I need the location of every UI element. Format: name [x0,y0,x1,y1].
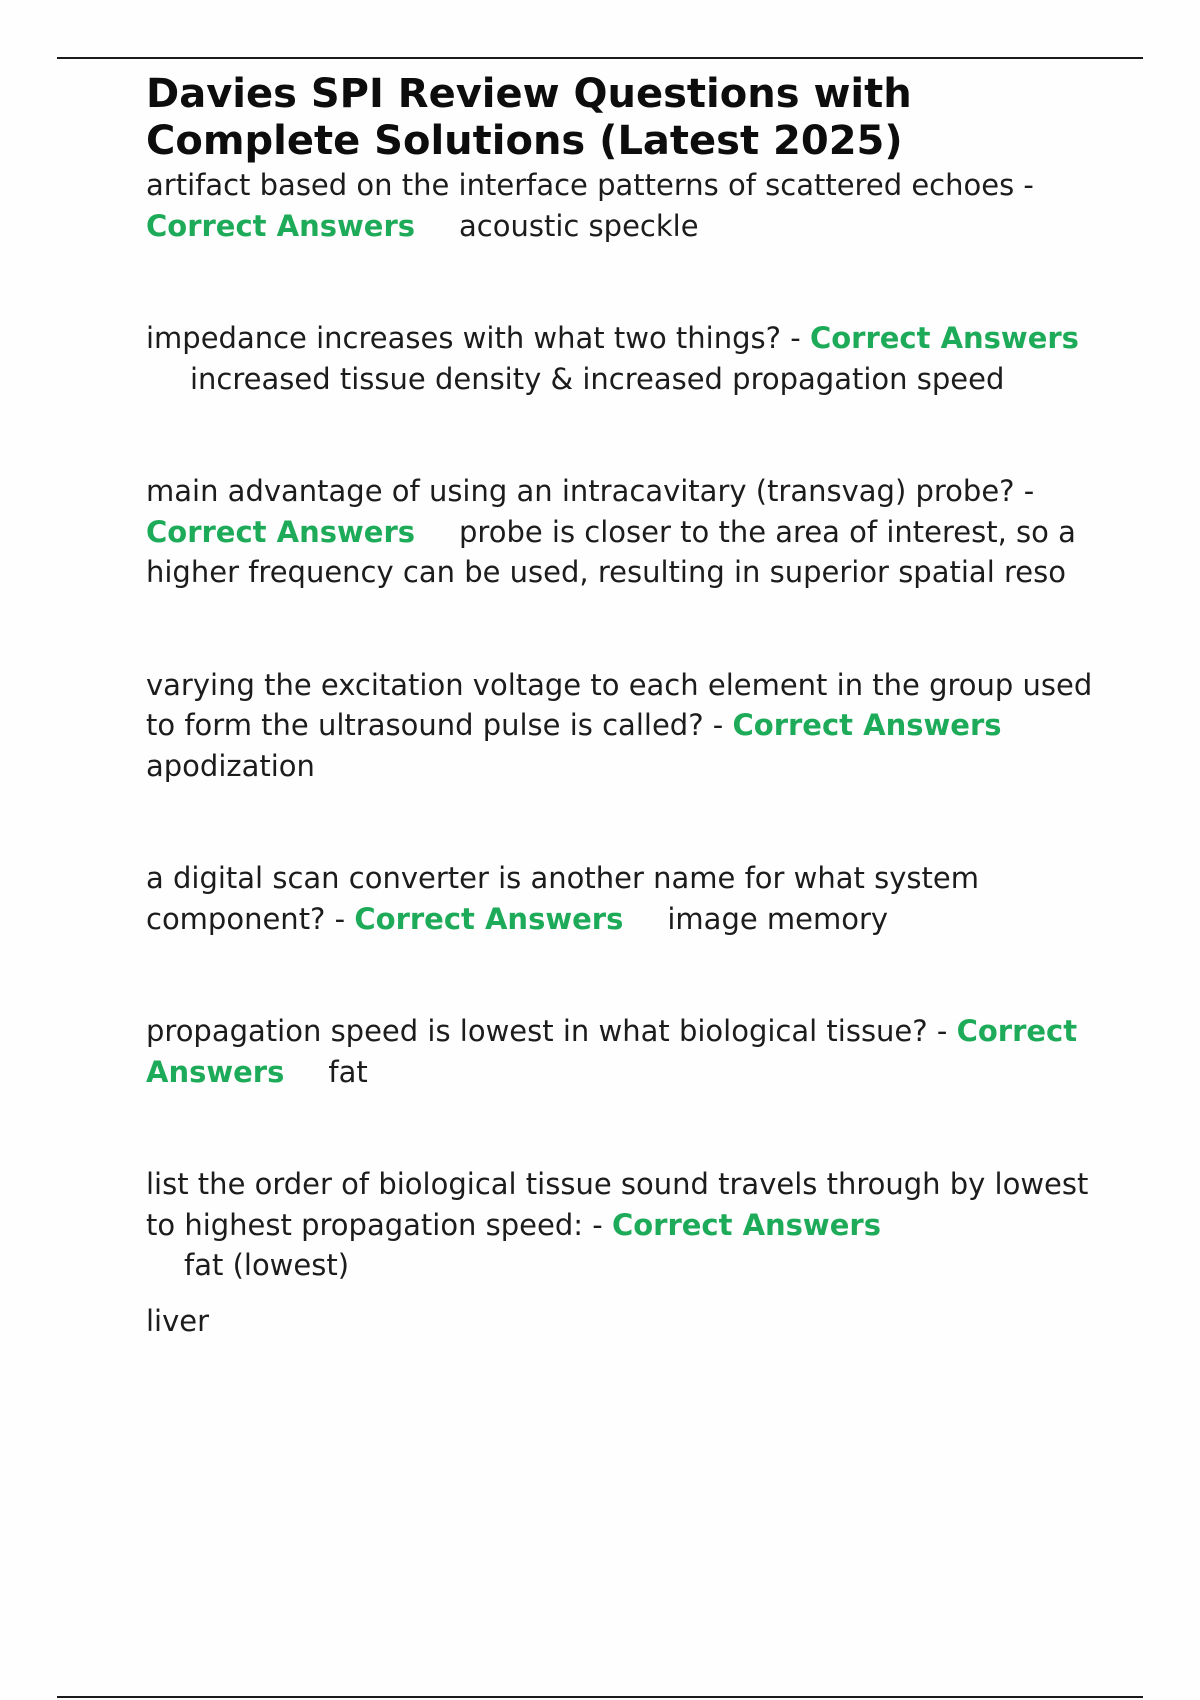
qa-item [146,665,1106,787]
answer-text: acoustic speckle [459,208,699,243]
answer-text: image memory [667,901,889,936]
correct-answers-label: Correct Answers [146,208,416,243]
correct-answers-label: Correct Answers [732,708,1002,742]
answer-text: fat (lowest) [184,1248,350,1282]
qa-item [146,1164,1106,1286]
question-text: list the order of biological tissue sound travels through by lowest to highest propagation speed: - [146,1167,1089,1242]
correct-answers-label: Correct Answers [354,901,624,936]
correct-answers-label: Correct Answers [146,514,416,549]
question-text: varying the excitation voltage to each element in the group used to form the ultrasound pulse is called? - [146,667,1093,742]
question-text: main advantage of using an intracavitary (transvag) probe? - [146,474,1035,508]
correct-answers-label: Correct Answers [611,1207,881,1242]
answer-continuation: liver [146,1303,210,1338]
correct-answers-label: Correct Answers [146,1014,1078,1089]
qa-item [146,858,1106,939]
question-text: artifact based on the interface patterns of scattered echoes - [146,168,1034,202]
qa-item [146,471,1106,593]
answer-text: apodization [146,748,315,783]
qa-item [146,165,1106,246]
document-body [146,71,1106,1341]
question-text: impedance increases with what two things? - [146,321,801,355]
answer-text: probe is closer to the area of interest, so a higher frequency can be used, resulting in superior spatial reso [146,514,1076,589]
qa-item [146,318,1106,399]
answer-text: fat [328,1054,368,1089]
top-rule [57,57,1143,59]
answer-text: increased tissue density & increased propagation speed [190,361,1005,396]
document-title: Davies SPI Review Questions with Complete Solutions (Latest 2025) [146,71,912,164]
qa-item [146,1011,1106,1092]
question-text: propagation speed is lowest in what biological tissue? - [146,1014,948,1048]
bottom-rule [57,1696,1143,1698]
question-text: a digital scan converter is another name for what system component? - [146,861,979,936]
correct-answers-label: Correct Answers [809,321,1079,355]
